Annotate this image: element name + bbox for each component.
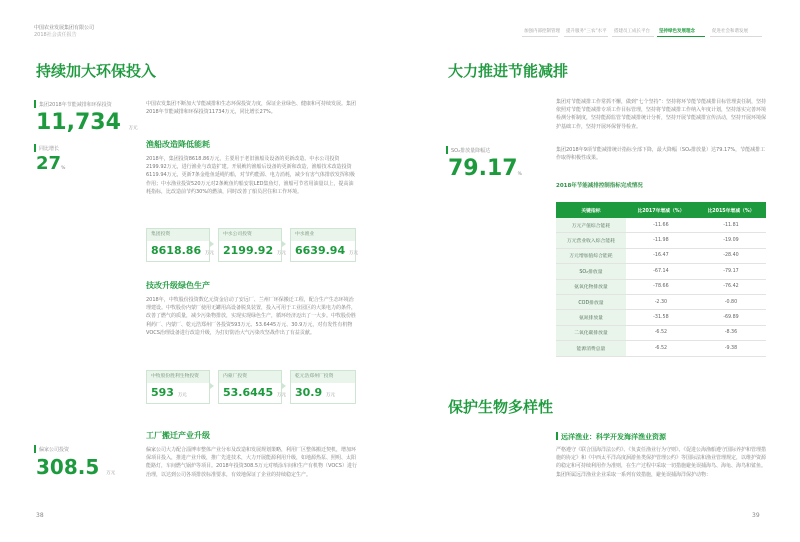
stat-growth-number: 27 — [36, 153, 62, 174]
stat-relocation-label: 偏家公司投资 — [39, 447, 70, 453]
table-row: SO₂排放量 -67.14 -79.17 — [556, 264, 766, 279]
table-row: 万元产值综合能耗 -11.66 -11.81 — [556, 218, 766, 233]
stat-box — [218, 370, 286, 404]
left-page-title: 持续加大环保投入 — [36, 62, 157, 80]
stat-marker — [34, 144, 36, 152]
stat-growth-unit: % — [61, 166, 66, 171]
table-row: 氨氧化物排放量 -78.66 -76.42 — [556, 279, 766, 294]
ocean-fishery-subtitle: 远洋渔业：科学开发海洋渔业资源 — [561, 433, 666, 441]
stat-marker — [446, 146, 448, 154]
page-number-right: 39 — [752, 512, 760, 519]
table-title: 2018年节能减排控制指标完成情况 — [556, 183, 643, 189]
stat-investment-value — [36, 112, 138, 134]
section-vessel-title: 渔船改造降低能耗 — [146, 140, 210, 149]
nav-item-internal-control[interactable]: 加强内部控制管理 — [524, 29, 560, 34]
subsection-marker — [556, 432, 558, 440]
stat-growth-value — [36, 155, 65, 173]
stat-so2-label: SO₂排放量降幅达 — [451, 148, 491, 154]
table-header-cell: 比2017年增减（%） — [626, 202, 696, 218]
stat-box-label: 内蒙厂投资 — [219, 371, 281, 383]
stat-marker — [34, 100, 36, 108]
section-relocation-text: 偏家公司大力配合淄博市整体产业分布及改造和发展规划策略，利用厂区整体搬迁契机，增加环保项目投入，推进产业升级，推广先进技术，大力开展能源利用升级，如地源热泵、照明、太阳能路灯，车间燃气锅炉等项目。2018年投资308.5万元对喷涂车间和生产有机物（VOCS）进行治理，以达到公司各项排放标准要求，有效地保证了企业的持续稳定生产。 — [146, 447, 357, 478]
right-intro2-text: 集团2018年9项节能减排统计指标全部下降，最大降幅（SO₂排放量）达79.17%，节能减排工作取得积极性成果。 — [556, 147, 766, 162]
stat-box — [218, 228, 286, 262]
stat-box — [290, 228, 356, 262]
table-row: 能源消费总量 -6.52 -9.38 — [556, 341, 766, 356]
emissions-table — [556, 202, 766, 357]
stat-box-value: 593 万元 — [151, 386, 187, 399]
report-name: 2018社会责任报告 — [34, 32, 77, 38]
page-number-left: 38 — [36, 512, 44, 519]
right-intro-text: 集团对节能减排工作常抓不懈，做到“七个坚持”：坚持将环节能节能减排目标管理责任制，坚持依照对节能节能减排专项工作目标管理，坚持将节能减排工作纳入年度计划，坚持落实完善环境检测分析制度，坚持能源监管节能减排统计分析，坚持开展节能减排宣传活动，坚持开展环境保护基础工作，坚持开展环保督导检查。 — [556, 99, 767, 130]
nav-underline — [522, 36, 558, 37]
table-row: 氨氮排放量 -31.58 -69.89 — [556, 310, 766, 325]
nav-underline — [710, 36, 762, 37]
right-page-title: 大力推进节能减排 — [448, 62, 569, 80]
stat-relocation-value — [36, 457, 115, 477]
table-row: 万元增加值综合能耗 -16.47 -28.40 — [556, 248, 766, 263]
table-row: 万元营业收入综合能耗 -11.98 -19.09 — [556, 233, 766, 248]
stat-box-label: 集团投资 — [147, 229, 209, 241]
stat-so2-number: 79.17 — [448, 156, 518, 181]
stat-box — [146, 228, 214, 262]
nav-underline-active — [657, 36, 705, 38]
nav-item-employee-growth[interactable]: 搭建员工成长平台 — [614, 29, 650, 34]
nav-item-agriculture-service[interactable]: 提升服务“三农”水平 — [566, 29, 607, 34]
stat-box-value: 8618.86 万元 — [151, 244, 214, 257]
company-name: 中国农业发展集团有限公司 — [34, 25, 95, 31]
arrow-icon — [210, 383, 214, 389]
section-relocation-title: 工厂搬迁产业升级 — [146, 431, 210, 440]
arrow-icon — [282, 241, 286, 247]
stat-box-value: 6639.94 万元 — [295, 244, 358, 257]
stat-relocation-unit: 万元 — [106, 471, 116, 476]
table-header-cell: 关键指标 — [556, 202, 626, 218]
stat-box-value: 2199.92 万元 — [223, 244, 286, 257]
stat-box-label: 中牧股份胜利生物投资 — [147, 371, 209, 383]
section-upgrade-text: 2018年，中牧股份投资数亿元资金启动了安远厂、兰州厂环保搬迁工程，配合生产生态环境治理建设。中牧股份内蒙厂使用无罐用高设备脱臭装置，投入可用于工业园区的大果电力的条件，改善了燃气的质量，减少污染物排放，实现实现绿色生产，循环经济迈出了一大步。中牧股份胜利药厂、内蒙厂、乾元浩郑州厂各投资593万元、53.6445万元、30.9万元，对有发性有机物VOCS治理设备进行改造升级，为打好防治大气污染攻坚战作出了有益贡献。 — [146, 297, 357, 336]
stat-box-value: 30.9 万元 — [295, 386, 335, 399]
stat-relocation-number: 308.5 — [36, 455, 100, 479]
left-intro-text: 中国农发集团不断加大节能减排和生态环保投资力度，保证企业绿色、健康和可持续发展。集团2018年节能减排和环保投资11734万元，同比增长27%。 — [146, 101, 357, 116]
table-row: COD排放量 -2.30 -0.80 — [556, 294, 766, 309]
stat-investment-label: 集团2018年节能减排和环保投资 — [39, 102, 112, 108]
biodiversity-title: 保护生物多样性 — [448, 398, 554, 416]
stat-so2-unit: % — [517, 172, 522, 177]
stat-marker — [34, 445, 36, 453]
stat-investment-number: 11,734 — [36, 110, 121, 135]
table-header-cell: 比2015年增减（%） — [696, 202, 766, 218]
section-upgrade-title: 技改升级绿色生产 — [146, 281, 210, 290]
stat-box-label: 中水公司投资 — [219, 229, 281, 241]
nav-underline — [612, 36, 654, 37]
stat-so2-value — [448, 158, 522, 180]
arrow-icon — [210, 241, 214, 247]
stat-box-label: 乾元浩郑州厂投资 — [291, 371, 355, 383]
nav-item-social-harmony[interactable]: 促进社会和谐发展 — [712, 29, 748, 34]
nav-underline — [564, 36, 608, 37]
stat-box-label: 中水渔业 — [291, 229, 355, 241]
nav-item-green-development[interactable]: 坚持绿色发展理念 — [659, 29, 695, 34]
table-row: 二氧化碳排放量 -6.52 -8.36 — [556, 325, 766, 340]
stat-investment-unit: 万元 — [128, 126, 138, 131]
stat-box — [290, 370, 356, 404]
ocean-fishery-text: 严格遵守《联合国海洋法公约》、《负责任渔业行为守则》、《促进公海渔船遵守国际养护和管理措施的协定》和《中西太平洋高度洄游鱼类保护管理公约》等国际法和渔业管理规定，以维护资源的稳定和可持续利用作为准则，在生产过程中采取一切措施避免误捕海鸟、海龟、海鸟和鲨鱼。集团所属远洋渔业企业采取一系列有效措施，避免误捕海洋保护动物： — [556, 447, 767, 478]
arrow-icon — [282, 383, 286, 389]
stat-box-value: 53.6445 万元 — [223, 386, 286, 399]
table-header-row — [556, 202, 766, 218]
section-vessel-text: 2018年，集团投资8618.86万元，主要用于老旧渔船及设备的更新改造。中水公司投资2199.92万元，进行渔业与改造扩建。开展鱿钓渔船后设备的更新和改造，渔船技术改造投资6119.94万元，更新7条金枪鱼延绳钓船，对节约能源、电力消耗，减少有害气体排放发挥积极作用；中水渔业投资520万元对2条鱿鱼钓船安装LED集鱼灯，渔船可节省用油量以上，提高油耗指标，比改造前节约30%的燃油，同时改善了船员居住和工作环境。 — [146, 156, 355, 195]
stat-growth-label: 同比增长 — [39, 146, 60, 152]
stat-box — [146, 370, 210, 404]
